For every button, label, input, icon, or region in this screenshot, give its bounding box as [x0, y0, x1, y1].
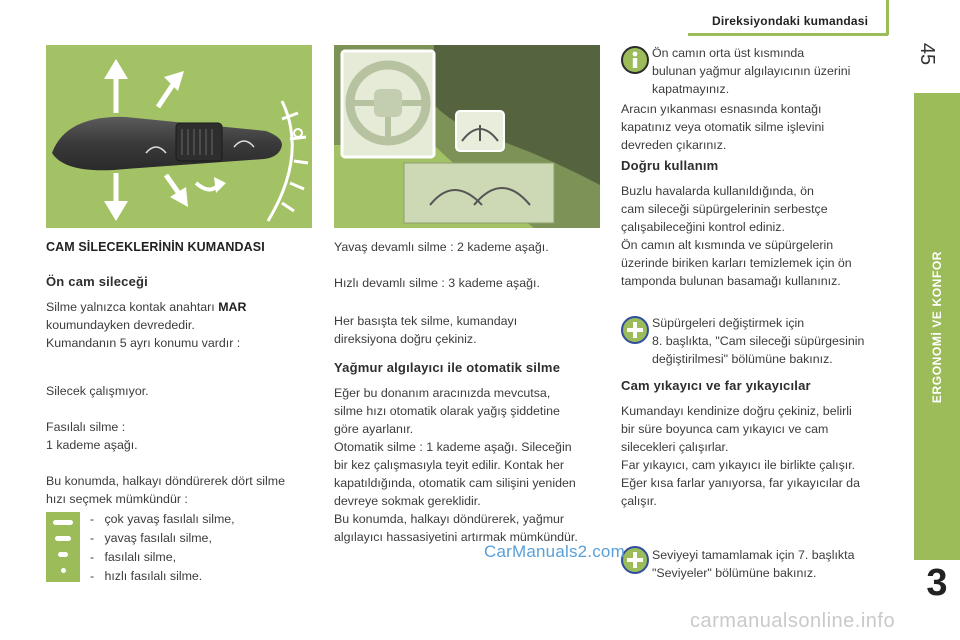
- text-line: çalışabileceğini kontrol ediniz.: [621, 220, 785, 234]
- list-item: - çok yavaş fasılalı silme,: [90, 512, 235, 526]
- text-line: algılayıcı hassasiyetini artırmak mümkündür.: [334, 530, 578, 544]
- text-line: bir süre boyunca cam yıkayıcı ve cam: [621, 422, 829, 436]
- text-line: üzerinde biriken karları temizlemek için ön: [621, 256, 852, 270]
- text-line: Hızlı devamlı silme : 3 kademe aşağı.: [334, 276, 540, 290]
- text-line: silme hızı otomatik olarak yağış şiddetine: [334, 404, 560, 418]
- header-title: Direksiyondaki kumandasi: [712, 14, 869, 28]
- text-line: Eğer kısa farlar yanıyorsa, far yıkayıcılar da: [621, 476, 860, 490]
- info-note-line: kapatmayınız.: [652, 82, 730, 96]
- text-line: Ön camın alt kısmında ve süpürgelerin: [621, 238, 834, 252]
- subtitle-front-wiper: Ön cam sileceği: [46, 274, 148, 289]
- chapter-number: 3: [926, 562, 948, 604]
- text-line: direksiyona doğru çekiniz.: [334, 332, 477, 346]
- key-position-mar: MAR: [218, 300, 247, 314]
- text-line: Kumandayı kendinize doğru çekiniz, belirli: [621, 404, 852, 418]
- chapter-sidebar-label: ERGONOMİ VE KONFOR: [930, 250, 944, 403]
- reference-note-line: Süpürgeleri değiştirmek için: [652, 316, 805, 330]
- text-line: çalışır.: [621, 494, 657, 508]
- subtitle-correct-use: Doğru kullanım: [621, 158, 719, 173]
- text-line: Kumandanın 5 ayrı konumu vardır :: [46, 336, 241, 350]
- text-line: devreye sokmak gereklidir.: [334, 494, 481, 508]
- text-line: kapatıldığında, otomatik cam silişini yeniden: [334, 476, 576, 490]
- text-line: Fasılalı silme :: [46, 420, 126, 434]
- list-item: - fasılalı silme,: [90, 550, 177, 564]
- text-line: Aracın yıkanması esnasında kontağı: [621, 102, 822, 116]
- text-line: göre ayarlanır.: [334, 422, 414, 436]
- wiper-stalk-illustration: [46, 45, 312, 228]
- plus-reference-icon: [621, 546, 649, 574]
- text-line: Otomatik silme : 1 kademe aşağı. Sileceğin: [334, 440, 572, 454]
- rain-sensor-illustration: [334, 45, 600, 228]
- info-icon: [621, 46, 649, 74]
- wiper-positions-icon: [46, 512, 80, 582]
- text-line: Her basışta tek silme, kumandayı: [334, 314, 518, 328]
- text-line: silecekleri çalışırlar.: [621, 440, 729, 454]
- info-note-line: bulunan yağmur algılayıcının üzerini: [652, 64, 851, 78]
- text-line: Bu konumda, halkayı döndürerek dört silme: [46, 474, 285, 488]
- text-line: Bu konumda, halkayı döndürerek, yağmur: [334, 512, 565, 526]
- text-line: tamponda bulunan basamağı kullanınız.: [621, 274, 841, 288]
- text-line: devreden çıkarınız.: [621, 138, 727, 152]
- subtitle-rain-sensor: Yağmur algılayıcı ile otomatik silme: [334, 360, 561, 375]
- text-line: kapatınız veya otomatik silme işlevini: [621, 120, 825, 134]
- text-line: koumundayken devrededir.: [46, 318, 195, 332]
- info-note-line: Ön camın orta üst kısmında: [652, 46, 805, 60]
- text-line: Buzlu havalarda kullanıldığında, ön: [621, 184, 814, 198]
- list-item: - hızlı fasılalı silme.: [90, 569, 203, 583]
- reference-note-line: 8. başlıkta, "Cam sileceği süpürgesinin: [652, 334, 865, 348]
- header-divider: [688, 33, 888, 36]
- plus-reference-icon: [621, 316, 649, 344]
- watermark-carmanuals: CarManuals2.com: [484, 542, 625, 561]
- text-line: bir kez çalışmasıyla teyit edilir. Kontak her: [334, 458, 565, 472]
- text-line: Silecek çalışmıyor.: [46, 384, 149, 398]
- text-line: hızı seçmek mümkündür :: [46, 492, 188, 506]
- subtitle-washers: Cam yıkayıcı ve far yıkayıcılar: [621, 378, 811, 393]
- section-title: CAM SİLECEKLERİNİN KUMANDASI: [46, 240, 265, 254]
- reference-note-line: "Seviyeler" bölümüne bakınız.: [652, 566, 817, 580]
- text-line: cam sileceği süpürgelerinin serbestçe: [621, 202, 828, 216]
- text-line: Far yıkayıcı, cam yıkayıcı ile birlikte çalışır.: [621, 458, 856, 472]
- header-divider-vertical: [886, 0, 889, 35]
- text-line: Eğer bu donanım aracınızda mevcutsa,: [334, 386, 551, 400]
- text-line: 1 kademe aşağı.: [46, 438, 138, 452]
- text-paragraph: Silme yalnızca kontak anahtarı MAR: [46, 300, 247, 314]
- watermark-footer: carmanualsonline.info: [690, 610, 896, 632]
- reference-note-line: Seviyeyi tamamlamak için 7. başlıkta: [652, 548, 855, 562]
- list-item: - yavaş fasılalı silme,: [90, 531, 212, 545]
- text-line: Yavaş devamlı silme : 2 kademe aşağı.: [334, 240, 549, 254]
- reference-note-line: değiştirilmesi" bölümüne bakınız.: [652, 352, 833, 366]
- page-number: 45: [916, 42, 938, 66]
